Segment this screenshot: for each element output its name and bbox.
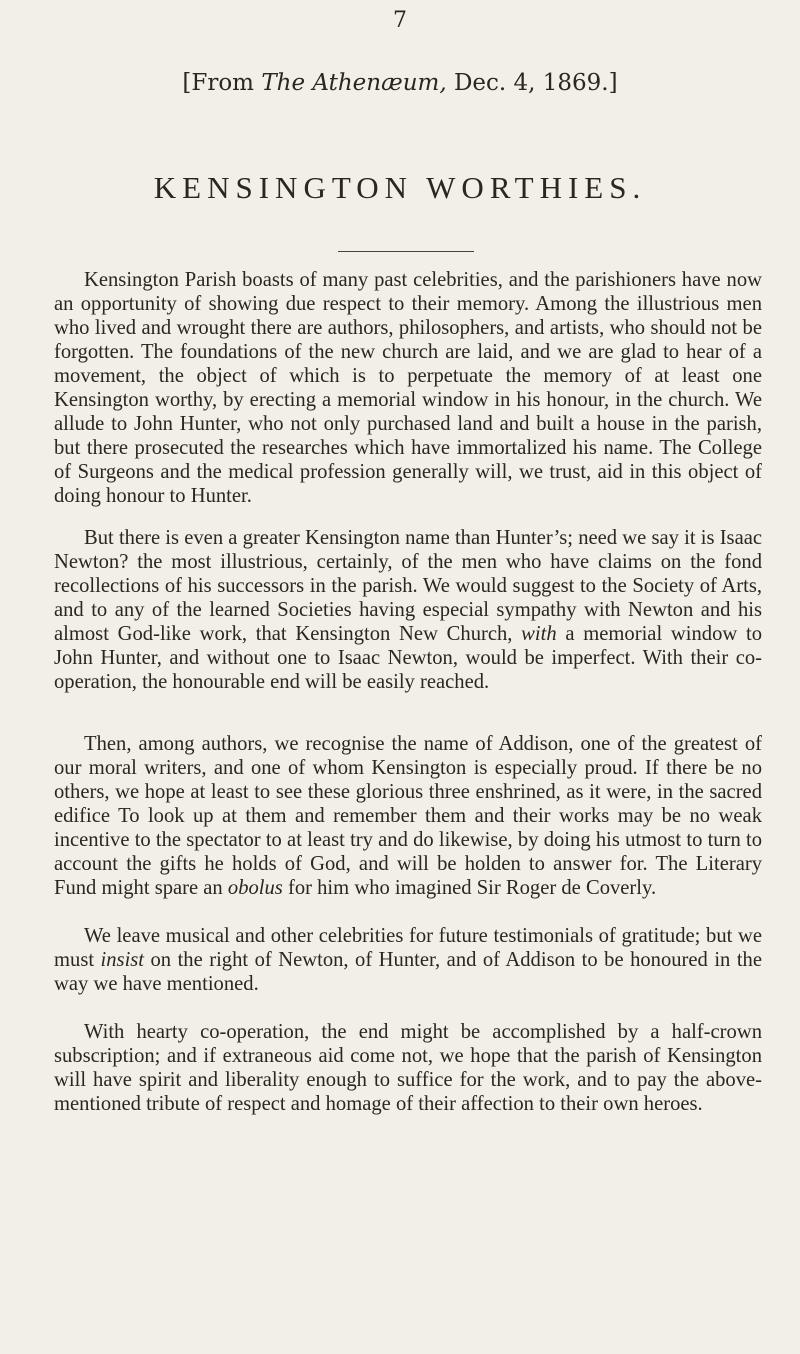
paragraph-2 — [54, 526, 762, 694]
paragraph-2-italic-with: with — [521, 623, 557, 645]
article-body — [54, 268, 762, 1116]
paragraph-5-text: With hearty co-operation, the end might be accomplished by a half-crown subscription; and if extraneous aid come not, we hope that the parish of Kensington will have spirit and liberality enough to suffice for the work, and to pay the above-mentioned tribute of respect and homage of their affection to their own heroes. — [54, 1021, 762, 1115]
source-publication: The Athenæum, — [261, 70, 447, 96]
paragraph-3-italic-obolus: obolus — [227, 877, 283, 899]
page-number: 7 — [393, 8, 407, 33]
paragraph-5 — [54, 1020, 762, 1116]
paragraph-2-text-a: But there is even a greater Kensington name than Hunter’s; need we say it is Isaac Newton? the most illustrious, certainly, of the men who have claims on the fond recollections of his successors in the parish. We would suggest to the Society of Arts, and to any of the learned Societies having especial sympathy with Newton and his almost God-like work, that Kensington New Church, — [54, 527, 762, 645]
article-title: KENSINGTON WORTHIES. — [153, 170, 647, 205]
paragraph-4-text-a: We leave musical and other celebrities for future testimonials of gratitude; but we must — [54, 925, 762, 971]
paragraph-1-text: Kensington Parish boasts of many past celebrities, and the parishioners have now an opportunity of showing due respect to their memory. Among the illustrious men who lived and wrought there are authors, philosophers, and artists, who should not be forgotten. The foundations of the new church are laid, and we are glad to hear of a movement, the object of which is to perpetuate the memory of at least one Kensington worthy, by erecting a memorial window in his honour, in the church. We allude to John Hunter, who not only purchased land and built a house in the parish, but there prosecuted the researches which have immortalized his name. The College of Surgeons and the medical profession generally will, we trust, aid in this object of doing honour to Hunter. — [54, 269, 762, 507]
paragraph-3-text-b: for him who imagined Sir Roger de Coverly. — [282, 877, 657, 899]
paragraph-1 — [54, 268, 762, 508]
source-suffix: Dec. 4, 1869.] — [446, 70, 618, 96]
paragraph-3 — [54, 732, 762, 900]
title-divider — [338, 251, 474, 252]
paragraph-4 — [54, 924, 762, 996]
paragraph-2-text-b: a memorial window to John Hunter, and without one to Isaac Newton, would be imperfect. With their co-operation, the honourable end will be easily reached. — [54, 623, 762, 693]
paragraph-4-italic-insist: insist — [100, 949, 145, 971]
paragraph-3-text-a: Then, among authors, we recognise the name of Addison, one of the greatest of our moral writers, and one of whom Kensington is especially proud. If there be no others, we hope at least to see these glorious three enshrined, as it were, in the sacred edifice To look up at them and remember them and their works may be no weak incentive to the spectator to at least try and do likewise, by doing his utmost to turn to account the gifts he holds of God, and will be holden to answer for. The Literary Fund might spare an — [54, 733, 762, 899]
paragraph-4-text-b: on the right of Newton, of Hunter, and of Addison to be honoured in the way we have mentioned. — [54, 949, 762, 995]
source-citation — [0, 70, 800, 96]
source-prefix: [From — [182, 70, 262, 96]
